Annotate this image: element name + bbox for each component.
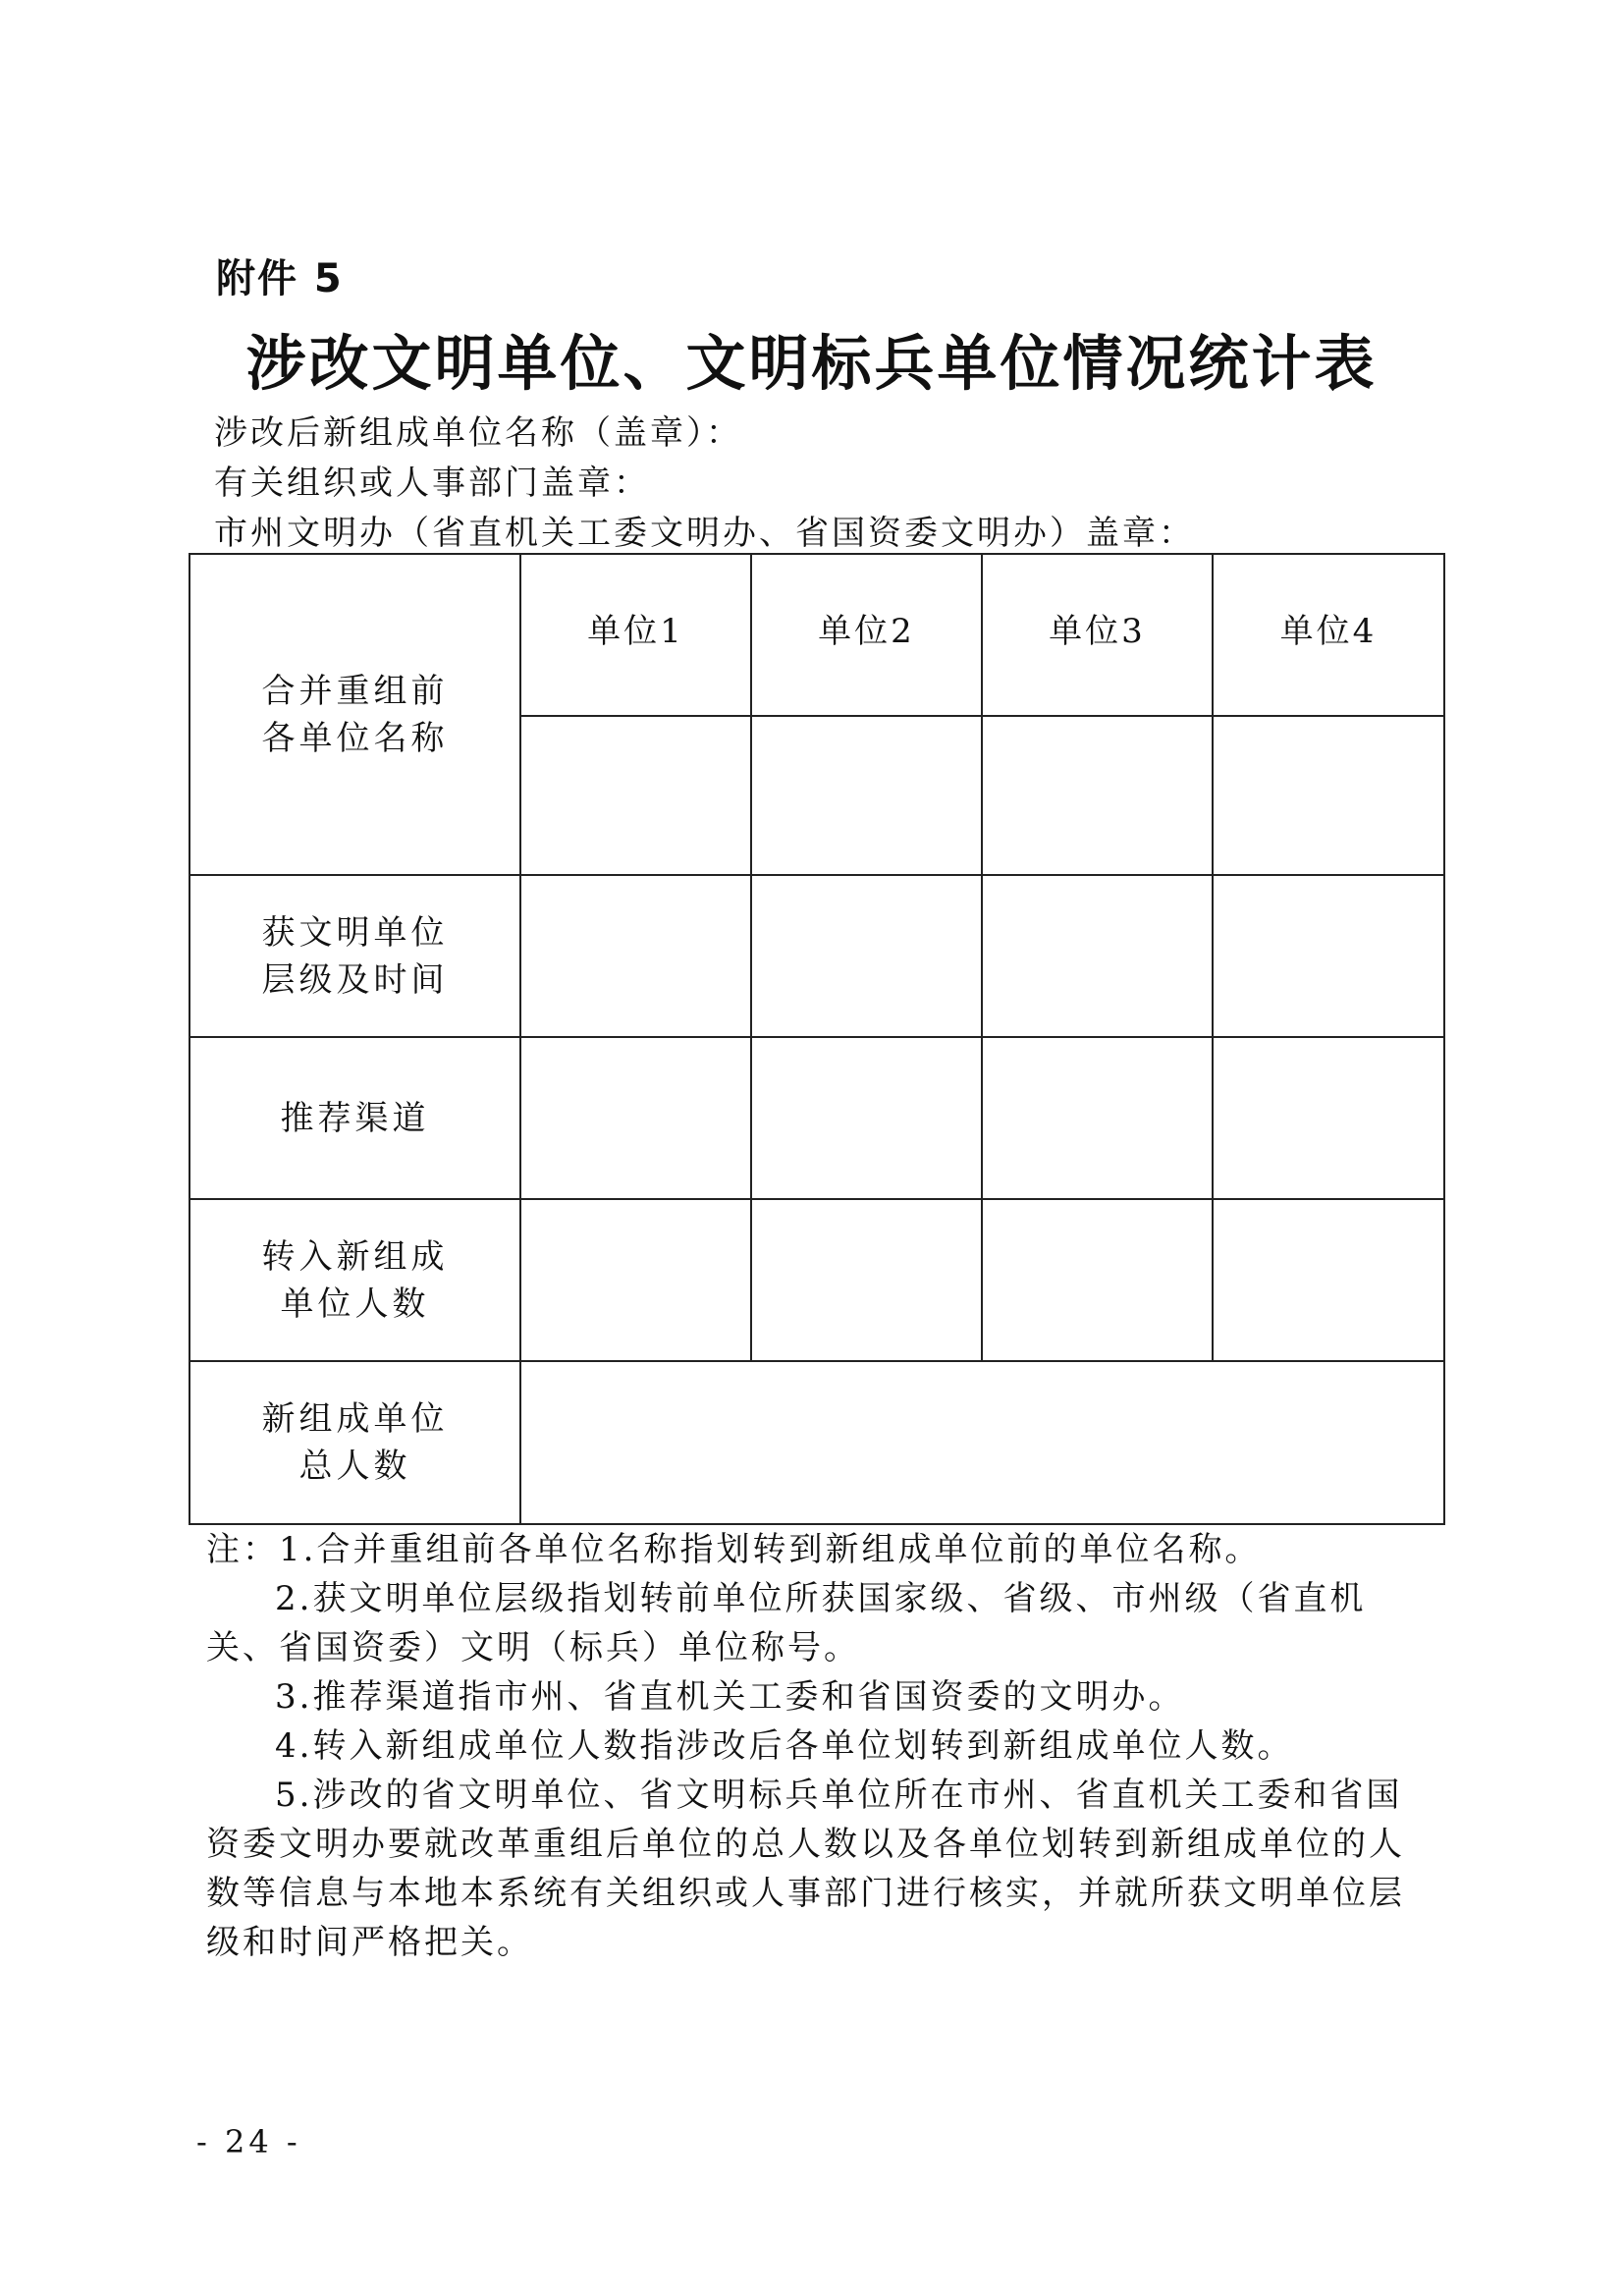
note-1: 注：1.合并重组前各单位名称指划转到新组成单位前的单位名称。 <box>206 1530 1262 1569</box>
row-label-line: 总人数 <box>298 1447 411 1486</box>
unit-3-name-cell <box>982 716 1213 875</box>
unit-2-name-cell <box>751 716 982 875</box>
unit-1-header: 单位1 <box>520 554 751 716</box>
row-label-channel <box>189 1037 520 1199</box>
attachment-label: 附件 5 <box>216 256 344 301</box>
unit-4-transfer-cell <box>1213 1199 1444 1361</box>
row-label-line: 各单位名称 <box>261 718 449 758</box>
row-label-transfer <box>189 1199 520 1361</box>
row-label-line: 转入新组成 <box>261 1236 449 1277</box>
table-row-level <box>189 875 1444 1037</box>
unit-4-header: 单位4 <box>1213 554 1444 716</box>
unit-3-level-cell <box>982 875 1213 1037</box>
unit-1-level-cell <box>520 875 751 1037</box>
table-row-total <box>189 1361 1444 1524</box>
note-4: 4.转入新组成单位人数指涉改后各单位划转到新组成单位人数。 <box>275 1726 1294 1766</box>
row-label-line: 新组成单位 <box>261 1399 449 1439</box>
unit-1-channel-cell <box>520 1037 751 1199</box>
unit-4-level-cell <box>1213 875 1444 1037</box>
unit-2-transfer-cell <box>751 1199 982 1361</box>
row-label-line: 单位人数 <box>280 1284 430 1324</box>
note-3: 3.推荐渠道指市州、省直机关工委和省国资委的文明办。 <box>275 1677 1185 1717</box>
table-row-transfer <box>189 1199 1444 1361</box>
row-label-line: 合并重组前 <box>261 671 449 711</box>
row-label-line: 层级及时间 <box>261 959 449 1000</box>
unit-4-channel-cell <box>1213 1037 1444 1199</box>
row-label-level <box>189 875 520 1037</box>
unit-3-transfer-cell <box>982 1199 1213 1361</box>
unit-2-header: 单位2 <box>751 554 982 716</box>
note-2: 2.获文明单位层级指划转前单位所获国家级、省级、市州级（省直机关、省国资委）文明（标兵）单位称号。 <box>206 1579 1367 1667</box>
document-title: 涉改文明单位、文明标兵单位情况统计表 <box>245 329 1378 399</box>
unit-2-level-cell <box>751 875 982 1037</box>
row-label-unit-names <box>189 554 520 875</box>
table-row-channel <box>189 1037 1444 1199</box>
page-number: - 24 - <box>196 2123 301 2160</box>
note-5: 5.涉改的省文明单位、省文明标兵单位所在市州、省直机关工委和省国资委文明办要就改革重组后单位的总人数以及各单位划转到新组成单位的人数等信息与本地本系统有关组织或人事部门进行核实，并就所获文明单位层级和时间严格把关。 <box>206 1776 1405 1962</box>
civilization-office-seal-field: 市州文明办（省直机关工委文明办、省国资委文明办）盖章： <box>214 514 1195 553</box>
table-row-unit-header <box>189 554 1444 716</box>
new-unit-name-seal-field: 涉改后新组成单位名称（盖章）： <box>214 413 742 453</box>
statistics-table <box>189 553 1445 1525</box>
unit-1-transfer-cell <box>520 1199 751 1361</box>
personnel-dept-seal-field: 有关组织或人事部门盖章： <box>214 464 650 503</box>
row-label-total <box>189 1361 520 1524</box>
unit-3-channel-cell <box>982 1037 1213 1199</box>
total-headcount-cell <box>520 1361 1444 1524</box>
unit-2-channel-cell <box>751 1037 982 1199</box>
notes <box>206 1525 1438 1967</box>
unit-3-header: 单位3 <box>982 554 1213 716</box>
row-label-line: 推荐渠道 <box>280 1098 430 1138</box>
unit-4-name-cell <box>1213 716 1444 875</box>
row-label-line: 获文明单位 <box>261 912 449 953</box>
unit-1-name-cell <box>520 716 751 875</box>
